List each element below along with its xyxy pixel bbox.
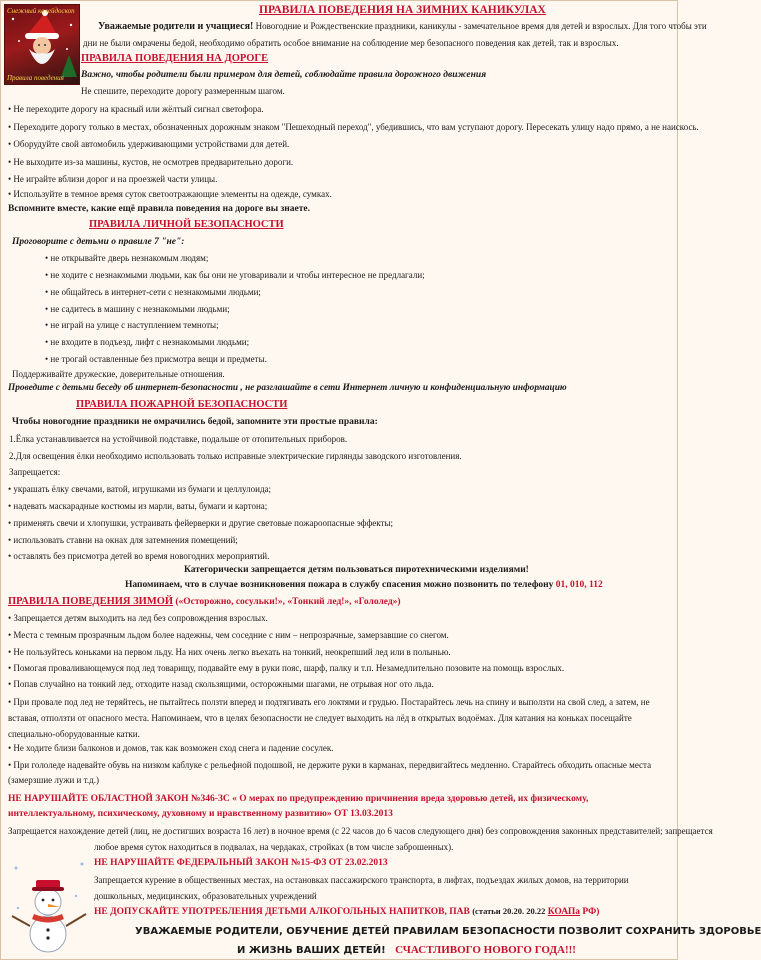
winter-line: • Запрещается детям выходить на лед без сопровождения взрослых. [8, 613, 268, 623]
winter-line: • Места с темным прозрачным льдом более надежны, чем соседние с ним – непрозрачные, замерзавшие со снегом. [8, 630, 449, 640]
footer-line-2: И ЖИЗНЬ ВАШИХ ДЕТЕЙ! [237, 945, 386, 956]
phone-text: Напоминаем, что в случае возникновения пожара в службу спасения можно позвонить по телефону [125, 580, 554, 590]
road-closing: Вспомните вместе, какие ещё правила поведения на дороге вы знаете. [8, 204, 311, 214]
fire-phone-line [125, 580, 603, 591]
fire-intro: Чтобы новогодние праздники не омрачились бедой, запомните эти простые правила: [12, 417, 378, 427]
alcohol-line [94, 906, 599, 918]
road-line: • Не выходите из-за машины, кустов, не осмотрев предварительно дороги. [8, 157, 294, 167]
banner-bottom-caption: Правила поведения [7, 74, 64, 82]
fire-rule: 1.Ёлка устанавливается на устойчивой подставке, подальше от отопительных приборов. [9, 434, 348, 444]
winter-line: • Попав случайно на тонкий лед, отходите назад скользящими, осторожными шагами, не отрывая ног ото льда. [8, 679, 434, 689]
personal-support: Поддерживайте дружеские, доверительные отношения. [12, 369, 225, 379]
fire-heading: ПРАВИЛА ПОЖАРНОЙ БЕЗОПАСНОСТИ [76, 399, 288, 410]
alcohol-text: НЕ ДОПУСКАЙТЕ УПОТРЕБЛЕНИЯ ДЕТЬМИ АЛКОГОЛЬНЫХ НАПИТКОВ, ПАВ [94, 907, 470, 917]
personal-item: • не садитесь в машину с незнакомыми людьми; [45, 304, 230, 314]
personal-item: • не ходите с незнакомыми людьми, как бы они не уговаривали и чтобы интересное не предлагали; [45, 270, 425, 280]
road-heading: ПРАВИЛА ПОВЕДЕНИЯ НА ДОРОГЕ [81, 53, 269, 64]
page-title: ПРАВИЛА ПОВЕДЕНИЯ НА ЗИМНИХ КАНИКУЛАХ [259, 4, 546, 16]
footer-line-2-wrap [237, 944, 576, 957]
curfew-text: Запрещается нахождение детей (лиц, не достигших возраста 16 лет) в ночное время (с 22 часов до 6 часов следующего дня) без сопровождения законных представителей; запрещается [8, 826, 713, 836]
fire-forbidden-item: • надевать маскарадные костюмы из марли, ваты, бумаги и картона; [8, 501, 268, 511]
santa-illustration [5, 5, 79, 84]
pyro-warning: Категорически запрещается детям пользоваться пиротехническими изделиями! [184, 565, 529, 575]
winter-balcony: • Не ходите близи балконов и домов, так как возможен сход снега и падение сосулек. [8, 743, 334, 753]
regional-law [8, 792, 674, 822]
personal-intro: Проговорите с детьми о правиле 7 "не": [12, 237, 185, 247]
new-year-greeting: СЧАСТЛИВОГО НОВОГО ГОДА!!! [395, 944, 576, 956]
regional-law-date: ОТ 13.03.2013 [333, 809, 393, 819]
road-line: • Не играйте вблизи дорог и на проезжей части улицы. [8, 174, 218, 184]
intro-line-2: дни не были омрачены бедой, необходимо обратить особое внимание на соблюдение мер безопасного поведения как детей, так и взрослых. [83, 38, 619, 48]
winter-heading-line [8, 596, 401, 608]
phone-numbers: 01, 010, 112 [555, 580, 603, 590]
snowman-illustration [6, 856, 92, 958]
federal-law-text: Запрещается курение в общественных местах, на остановках пассажирского транспорта, в лифтах, подъездах жилых домов, на территории дошкольных, медицинских, образовательных учреждений [94, 875, 629, 901]
personal-heading: ПРАВИЛА ЛИЧНОЙ БЕЗОПАСНОСТИ [89, 219, 284, 230]
winter-heading-tail: («Осторожно, сосульки!», «Тонкий лед!», «Гололед») [175, 597, 401, 607]
greeting: Уважаемые родители и учащиеся! [98, 21, 254, 32]
regional-law-text: НЕ НАРУШАЙТЕ ОБЛАСТНОЙ ЗАКОН №346-ЗС « О мерах по предупреждению причинения вреда здоровью детей, их физическому, интеллектуальному, психическому, духовному и нравственному развитию» [8, 794, 589, 819]
road-line: Не спешите, переходите дорогу размеренным шагом. [81, 86, 285, 96]
road-line: • Переходите дорогу только в местах, обозначенных дорожным знаком "Пешеходный переход", убедившись, что вам уступают дорогу. Пересекать улицу надо прямо, а не наискось. [8, 122, 699, 132]
road-line: • Используйте в темное время суток светоотражающие элементы на одежде, сумках. [8, 189, 332, 199]
winter-line: • Помогая проваливающемуся под лед товарищу, подавайте ему в руки пояс, шарф, палку и т.п. Незамедлительно позовите на помощь взрослых. [8, 663, 565, 673]
personal-item: • не играй на улице с наступлением темноты; [45, 320, 219, 330]
footer-line-1: УВАЖАЕМЫЕ РОДИТЕЛИ, ОБУЧЕНИЕ ДЕТЕЙ ПРАВИЛАМ БЕЗОПАСНОСТИ ПОЗВОЛИТ СОХРАНИТЬ ЗДОРОВЬЕ [135, 926, 761, 937]
winter-line: • Не пользуйтесь коньками на первом льду. На них очень легко въехать на тонкий, неокрепший лед или в полынью. [8, 647, 451, 657]
personal-item: • не трогай оставленные без присмотра вещи и предметы. [45, 354, 267, 364]
santa-banner-image [4, 4, 80, 85]
federal-law-heading: НЕ НАРУШАЙТЕ ФЕДЕРАЛЬНЫЙ ЗАКОН №15-ФЗ ОТ 23.02.2013 [94, 858, 388, 868]
banner-top-caption: Снежный калейдоскоп [7, 7, 75, 15]
fire-forbidden-item: • украшать ёлку свечами, ватой, игрушками из бумаги и целлулоида; [8, 484, 272, 494]
intro-line-1 [98, 21, 707, 32]
road-line: • Не переходите дорогу на красный или жёлтый сигнал светофора. [8, 104, 264, 114]
winter-ice-fall: • При провале под лед не теряйтесь, не пытайтесь ползти вперед и подтягивать его локтями и грудью. Постарайтесь лечь на спину и выползти на свой след, а затем, не вставая, отползти от опасного места. Напоминаем, что в целях безопасности не следует выходить на лёд в открытых водоёмах. Для катания на коньках посещайте специально-оборудованные катки. [8, 697, 650, 739]
curfew-text-2: любое время суток находиться в подвалах, на чердаках, стройках (в том числе заброшенных). [94, 842, 454, 852]
intro-text: Новогодние и Рождественские праздники, каникулы - замечательное время для детей и взрослых. Для того чтобы эти [255, 21, 707, 31]
road-subtitle: Важно, чтобы родители были примером для детей, соблюдайте правила дорожного движения [81, 70, 487, 80]
road-line: • Оборудуйте свой автомобиль удерживающими устройствами для детей. [8, 139, 290, 149]
winter-heading: ПРАВИЛА ПОВЕДЕНИЯ ЗИМОЙ [8, 596, 174, 607]
personal-item: • не входите в подъезд, лифт с незнакомыми людьми; [45, 337, 250, 347]
alcohol-koap: КОАПа [547, 907, 581, 917]
fire-forbidden-item: • использовать ставни на окнах для затемнения помещений; [8, 535, 238, 545]
fire-rule: 2.Для освещения ёлки необходимо использовать только исправные электрические гирлянды заводского изготовления. [9, 451, 462, 461]
personal-item: • не открывайте дверь незнакомым людям; [45, 253, 209, 263]
winter-icy-roads: • При гололеде надевайте обувь на низком каблуке с рельефной подошвой, не держите руки в карманах, передвигайтесь медленно. Старайтесь обходить опасные места (замерзшие лужи и т.д.) [8, 760, 652, 785]
fire-forbidden-label: Запрещается: [9, 467, 61, 477]
fire-forbidden-item: • применять свечи и хлопушки, устраивать фейерверки и другие световые пожароопасные эффекты; [8, 518, 394, 528]
alcohol-rf: РФ) [582, 907, 600, 917]
alcohol-ref: (статьи 20.20. 20.22 [472, 906, 546, 916]
fire-forbidden-item: • оставлять без присмотра детей во время новогодних мероприятий. [8, 551, 270, 561]
personal-item: • не общайтесь в интернет-сети с незнакомыми людьми; [45, 287, 261, 297]
internet-safety: Проведите с детьми беседу об интернет-безопасности , не разглашайте в сети Интернет личную и конфиденциальную информацию [8, 383, 567, 393]
